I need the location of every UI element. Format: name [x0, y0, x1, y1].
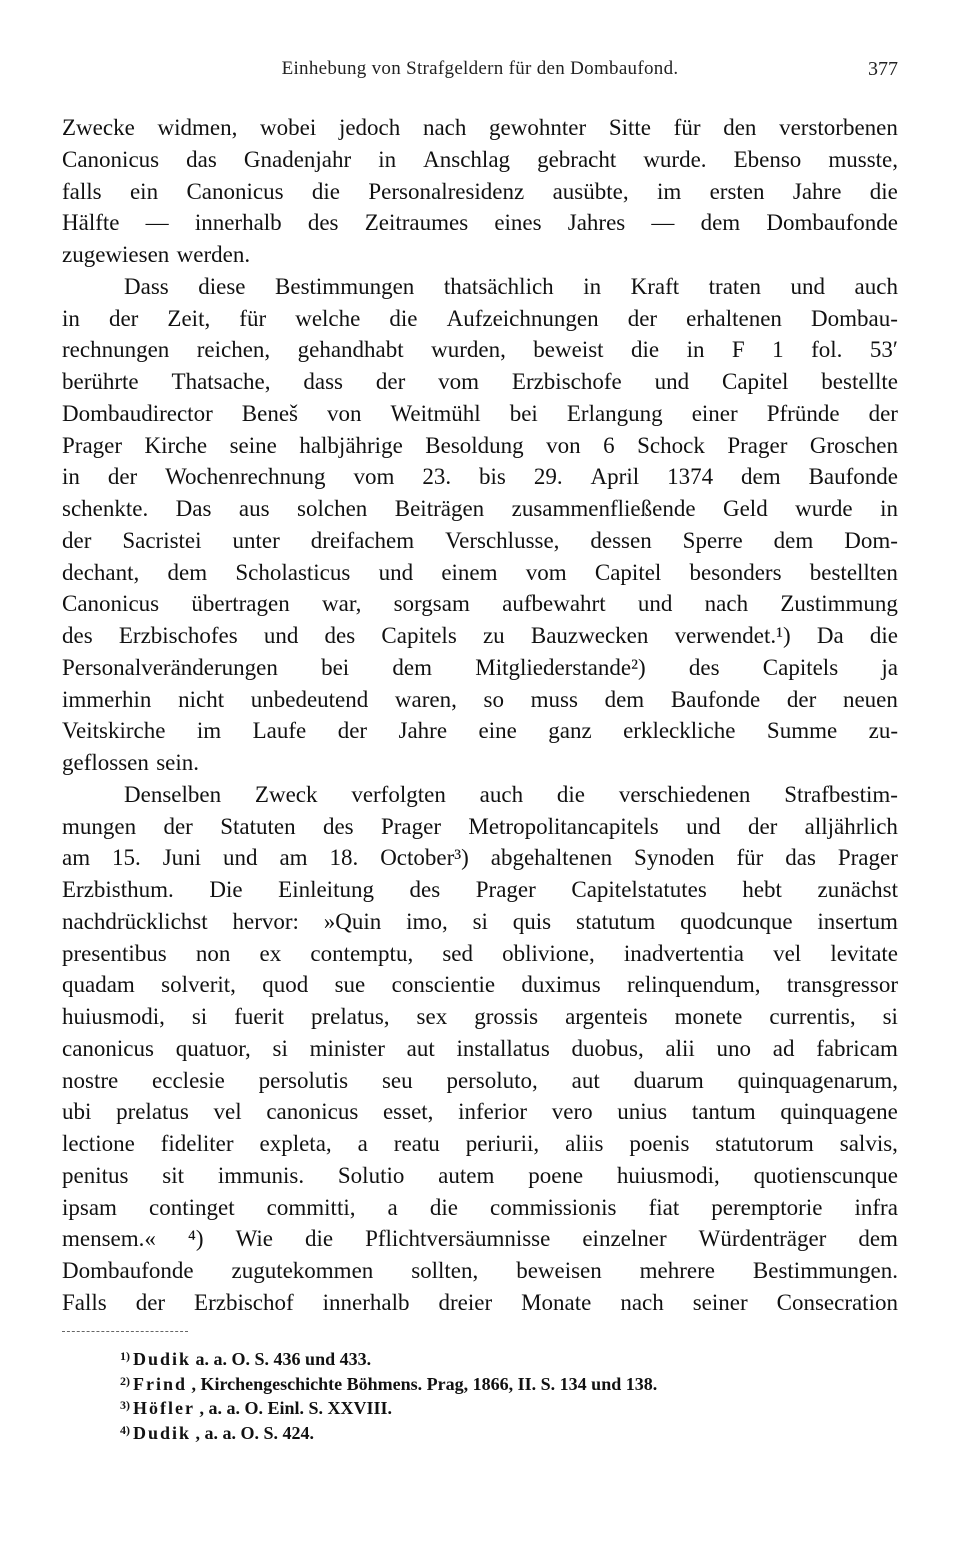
text-line: am 15. Juni und am 18. October³) abgehaltenen Synoden für das Prager	[62, 845, 898, 871]
text-line: berührte Thatsache, dass der vom Erzbischofe und Capitel bestellte	[62, 369, 898, 394]
text-line: Veitskirche im Laufe der Jahre eine ganz erkleckliche Summe zu-	[62, 718, 898, 744]
text-line: Zwecke widmen, wobei jedoch nach gewohnter Sitte für den verstorbenen	[62, 115, 898, 140]
running-title: Einhebung von Strafgeldern für den Dombaufond.	[281, 58, 679, 79]
footnote-text: , a. a. O. Einl. S. XXVIII.	[199, 1398, 393, 1418]
footnote-text: , Kirchengeschichte Böhmens. Prag, 1866, II. S. 134 und 138.	[191, 1373, 658, 1394]
text-line: immerhin nicht unbedeutend waren, so muss dem Baufonde der neuen	[62, 686, 898, 712]
text-line: Personalveränderungen bei dem Mitgliederstande²) des Capitels ja	[62, 654, 898, 680]
text-line: zugewiesen werden.	[62, 242, 251, 267]
footnote	[120, 1418, 880, 1443]
text-line: mensem.« ⁴) Wie die Pflichtversäumnisse einzelner Würdenträger dem	[62, 1226, 898, 1252]
text-line: Dombaudirector Beneš von Weitmühl bei Erlangung einer Pfründe der	[62, 400, 898, 426]
running-head	[62, 58, 898, 88]
text-line: lectione fideliter expleta, a reatu periurii, aliis poenis statutorum salvis,	[62, 1131, 898, 1156]
text-line: quadam solverit, quod sue conscientie duximus relinquendum, transgressor	[62, 972, 898, 998]
footnote-text: a. a. O. S. 436 und 433.	[195, 1349, 372, 1369]
footnote	[120, 1369, 880, 1394]
footnote-mark: 1)	[120, 1349, 130, 1363]
text-line: geflossen sein.	[62, 750, 200, 775]
footnote	[120, 1344, 880, 1369]
text-line: falls ein Canonicus die Personalresidenz ausübte, im ersten Jahre die	[62, 178, 898, 204]
footnote-author: Frind	[133, 1373, 188, 1394]
text-line: ubi prelatus vel canonicus esset, inferior vero unius tantum quinquagene	[62, 1099, 898, 1125]
footnotes	[120, 1344, 880, 1442]
text-line: huiusmodi, si fuerit prelatus, sex grossis argenteis monete currentis, si	[62, 1004, 898, 1029]
text-line: in der Wochenrechnung vom 23. bis 29. April 1374 dem Baufonde	[62, 464, 898, 490]
text-line: Denselben Zweck verfolgten auch die verschiedenen Strafbestim-	[124, 781, 898, 807]
footnote-author: Höfler	[133, 1398, 195, 1418]
text-line: presentibus non ex contemptu, sed oblivione, inadvertentia vel levitate	[62, 940, 898, 966]
text-line: in der Zeit, für welche die Aufzeichnungen der erhaltenen Dombau-	[62, 305, 898, 331]
text-line: Falls der Erzbischof innerhalb dreier Monate nach seiner Consecration	[62, 1289, 898, 1315]
footnote-author: Dudik	[133, 1349, 192, 1369]
text-line: canonicus quatuor, si minister aut installatus duobus, alii uno ad fabricam	[62, 1035, 898, 1061]
footnote-text: , a. a. O. S. 424.	[195, 1422, 315, 1443]
text-line: ipsam continget committi, a die commissionis fiat peremptorie infra	[62, 1194, 898, 1220]
text-line: Hälfte — innerhalb des Zeitraumes eines Jahres — dem Dombaufonde	[62, 210, 898, 236]
footnote-mark: 3)	[120, 1398, 130, 1412]
text-line: dechant, dem Scholasticus und einem vom Capitel besonders bestellten	[62, 559, 898, 585]
text-line: Erzbisthum. Die Einleitung des Prager Capitelstatutes hebt zunächst	[62, 877, 898, 902]
text-line: Canonicus übertragen war, sorgsam aufbewahrt und nach Zustimmung	[62, 591, 898, 617]
text-line: nostre ecclesie persolutis seu persoluto, aut duarum quinquagenarum,	[62, 1067, 898, 1093]
text-line: Dass diese Bestimmungen thatsächlich in Kraft traten und auch	[124, 273, 898, 299]
text-line: der Sacristei unter dreifachem Verschlusse, dessen Sperre dem Dom-	[62, 527, 898, 553]
text-line: des Erzbischofes und des Capitels zu Bauzwecken verwendet.¹) Da die	[62, 623, 898, 648]
text-line: Dombaufonde zugutekommen sollten, beweisen mehrere Bestimmungen.	[62, 1258, 898, 1283]
text-line: rechnungen reichen, gehandhabt wurden, beweist die in F 1 fol. 53′	[62, 337, 898, 363]
page-number: 377	[868, 58, 898, 80]
footnote-mark: 4)	[120, 1422, 130, 1437]
footnote-author: Dudik	[133, 1422, 192, 1443]
text-line: Prager Kirche seine halbjährige Besoldung von 6 Schock Prager Groschen	[62, 432, 898, 458]
text-line: schenkte. Das aus solchen Beiträgen zusammenfließende Geld wurde in	[62, 496, 898, 521]
text-line: penitus sit immunis. Solutio autem poene huiusmodi, quotienscunque	[62, 1162, 898, 1188]
body-text	[62, 112, 898, 1319]
text-line: mungen der Statuten des Prager Metropolitancapitels und der alljährlich	[62, 813, 898, 839]
text-line: nachdrücklichst hervor: »Quin imo, si quis statutum quodcunque insertum	[62, 908, 898, 934]
footnote-separator	[62, 1331, 188, 1332]
footnote	[120, 1393, 880, 1418]
footnote-mark: 2)	[120, 1373, 130, 1388]
text-line: Canonicus das Gnadenjahr in Anschlag gebracht wurde. Ebenso musste,	[62, 146, 898, 172]
